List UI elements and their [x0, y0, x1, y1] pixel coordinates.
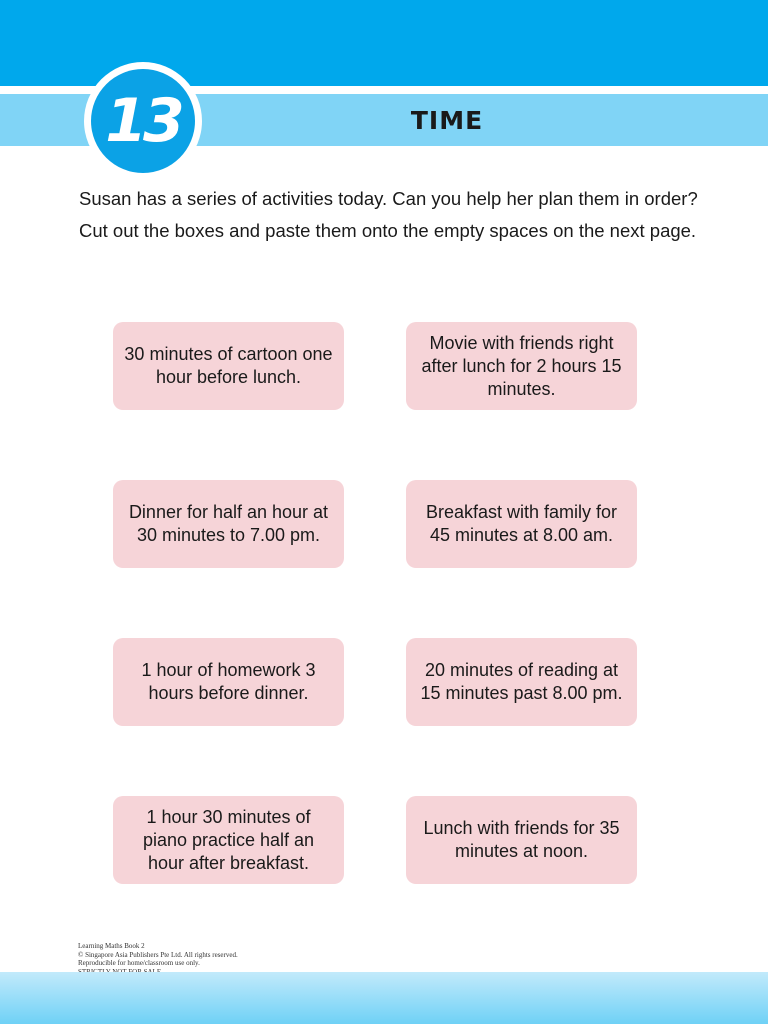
footer-book-title: Learning Maths Book 2 [78, 942, 145, 950]
instruction-text: Susan has a series of activities today. Can you help her plan them in order? [79, 188, 698, 209]
chapter-title: TIME [410, 106, 484, 135]
activity-card [406, 322, 637, 410]
instruction-text: Cut out the boxes and paste them onto the empty spaces on the next page. [79, 220, 697, 241]
activity-card [113, 322, 344, 410]
activity-card-text: Breakfast with family for 45 minutes at 8.00 am. [425, 502, 618, 545]
activity-card [406, 480, 637, 568]
activity-card-text: 20 minutes of reading at 15 minutes past 8.00 pm. [420, 660, 623, 703]
activity-card [113, 638, 344, 726]
activity-card-text: 1 hour 30 minutes of piano practice half an hour after breakfast. [142, 806, 315, 873]
activity-card-text: 30 minutes of cartoon one hour before lunch. [124, 344, 333, 387]
activity-card [406, 638, 637, 726]
activity-card-text: Lunch with friends for 35 minutes at noon. [423, 818, 620, 861]
activity-card [113, 796, 344, 884]
instructions [79, 187, 709, 251]
footer-reproducible: Reproducible for home/classroom use only. [78, 959, 200, 967]
activity-card [406, 796, 637, 884]
activity-card-text: Movie with friends right after lunch for 2 hours 15 minutes. [421, 332, 622, 399]
chapter-number: 13 [105, 86, 181, 156]
activity-card-text: Dinner for half an hour at 30 minutes to 7.00 pm. [128, 502, 329, 545]
footer-copyright: © Singapore Asia Publishers Pte Ltd. All rights reserved. [78, 950, 238, 959]
activity-card-text: 1 hour of homework 3 hours before dinner. [141, 660, 316, 703]
footer-band [0, 972, 768, 1024]
copyright-footer [78, 942, 238, 976]
activity-card [113, 480, 344, 568]
